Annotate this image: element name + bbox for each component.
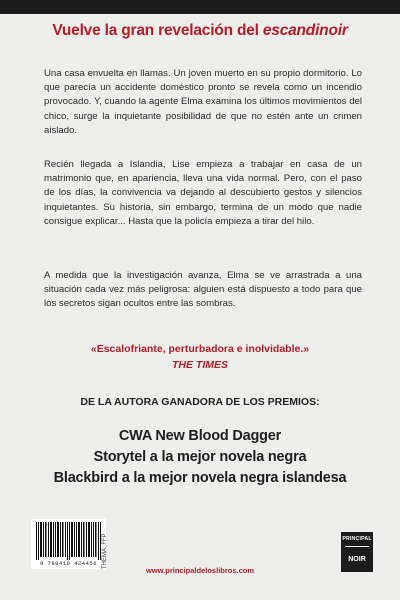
publisher-logo (341, 532, 373, 572)
award-item: CWA New Blood Dagger (118, 428, 282, 444)
publisher-website-link[interactable]: www.principaldeloslibros.com (145, 566, 255, 575)
thema-code: THEMA: FFP (102, 533, 108, 569)
blurb-paragraph-1: Una casa envuelta en llamas. Un joven muerto en su propio dormitorio. Lo que parecía un accidente doméstico pronto se revela como un incendio provocado. Y, cuando la agente Elma examina los últimos movimientos del chico, surge la inquietante posibilidad de que no estén ante un crimen aislado. (44, 68, 362, 136)
blurb-paragraph-2: Recién llegada a Islandia, Lise empieza a trabajar en casa de un matrimonio que, en apariencia, lleva una vida normal. Pero, con el paso de los días, la convivencia va dejando al descubierto gestos y silencios inquietantes. Su historia, sin embargo, termina de un modo que nadie consigue explicar... Hasta que la policía empieza a tirar del hilo. (44, 159, 362, 227)
logo-top-text: PRINCIPAL (342, 536, 372, 542)
top-black-band (0, 0, 400, 14)
award-item: Storytel a la mejor novela negra (93, 449, 307, 465)
review-source: THE TIMES (171, 359, 228, 371)
isbn-number: 9 788410 424456 (39, 560, 97, 567)
cover-headline (0, 22, 400, 40)
headline-emphasis: escandinoir (262, 22, 348, 39)
logo-divider (345, 546, 369, 547)
awards-heading: DE LA AUTORA GANADORA DE LOS PREMIOS: (80, 396, 320, 408)
isbn-barcode (31, 519, 106, 569)
review-quote: «Escalofriante, perturbadora e inolvidable.» (90, 343, 310, 355)
headline-text: Vuelve la gran revelación del (52, 22, 263, 39)
award-item: Blackbird a la mejor novela negra islandesa (53, 470, 347, 486)
logo-bottom-text: NOIR (348, 556, 366, 563)
barcode-bars (31, 519, 106, 561)
blurb-paragraph-3: A medida que la investigación avanza, Elma se ve arrastrada a una situación cada vez más peligrosa: alguien está dispuesto a todo para que los secretos sigan ocultos entre las sombras. (44, 270, 362, 310)
